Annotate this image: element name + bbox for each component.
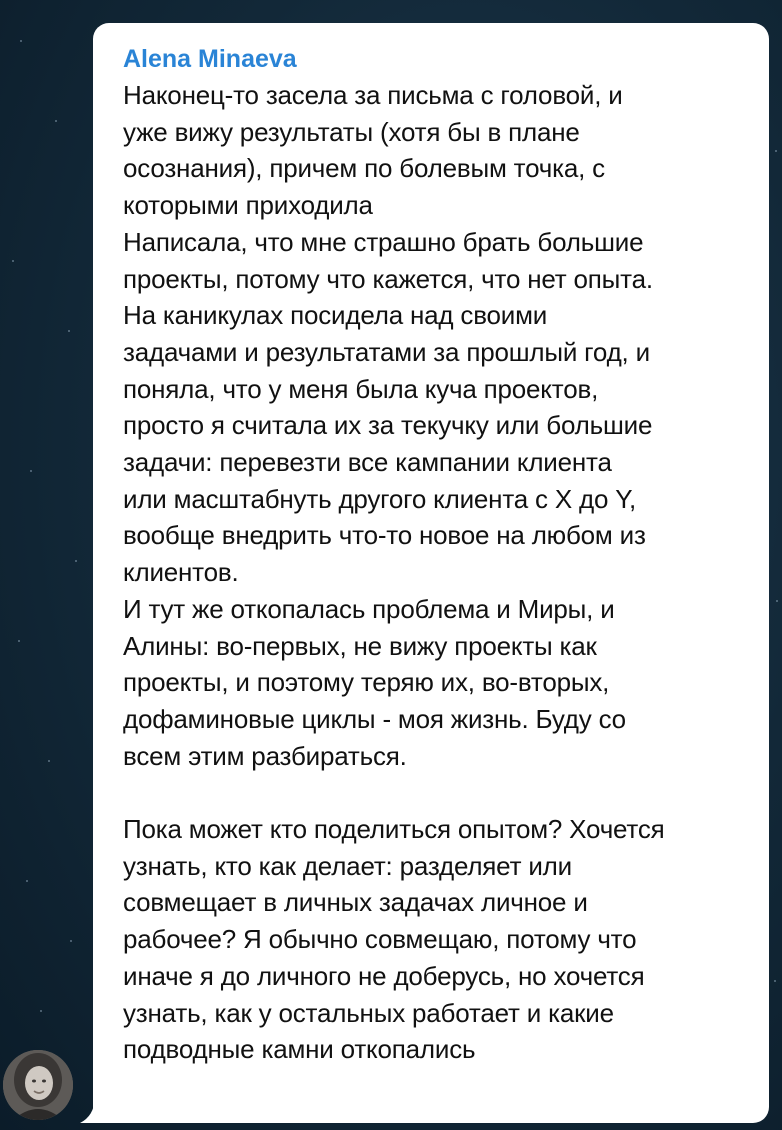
- message-line: уже вижу результаты (хотя бы в плане: [123, 116, 580, 147]
- message-line: И тут же откопалась проблема и Миры, и: [123, 593, 615, 624]
- message-line: которыми приходила: [123, 190, 373, 221]
- message-line: узнать, кто как делает: разделяет или: [123, 850, 572, 881]
- message-line: задачи: перевезти все кампании клиента: [123, 447, 612, 478]
- message-line: Пока может кто поделиться опытом? Хочется: [123, 814, 665, 845]
- message-line: поняла, что у меня была куча проектов,: [123, 373, 599, 404]
- message-line: Алины: во-первых, не вижу проекты как: [123, 630, 597, 661]
- message-line: дофаминовые циклы - моя жизнь. Буду со: [123, 703, 626, 734]
- message-bubble[interactable]: [93, 23, 769, 1123]
- sender-avatar[interactable]: [3, 1050, 73, 1120]
- message-line: [123, 774, 751, 811]
- message-line: иначе я до личного не доберусь, но хочется: [123, 960, 645, 991]
- message-line: клиентов.: [123, 557, 239, 588]
- sender-name[interactable]: Alena Minaeva: [123, 45, 297, 73]
- message-line: узнать, как у остальных работает и какие: [123, 997, 614, 1028]
- user-avatar-icon: [3, 1050, 73, 1120]
- message-line: рабочее? Я обычно совмещаю, потому что: [123, 924, 637, 955]
- message-line: Наконец-то засела за письма с головой, и: [123, 80, 623, 110]
- message-line: подводные камни откопались: [123, 1034, 476, 1065]
- message-line: проекты, и поэтому теряю их, во-вторых,: [123, 667, 610, 698]
- message-text: [123, 77, 751, 1068]
- message-line: вообще внедрить что-то новое на любом из: [123, 520, 646, 551]
- message-line: просто я считала их за текучку или большие: [123, 410, 653, 441]
- message-line: совмещает в личных задачах личное и: [123, 887, 588, 918]
- message-line: задачами и результатами за прошлый год, и: [123, 336, 650, 367]
- message-line: Написала, что мне страшно брать большие: [123, 226, 644, 257]
- message-line: проекты, потому что кажется, что нет опыта.: [123, 263, 653, 294]
- message-line: всем этим разбираться.: [123, 740, 407, 771]
- message-line: или масштабнуть другого клиента с X до Y,: [123, 483, 637, 514]
- message-line: На каникулах посидела над своими: [123, 300, 548, 331]
- message-line: осознания), причем по болевым точка, с: [123, 153, 605, 184]
